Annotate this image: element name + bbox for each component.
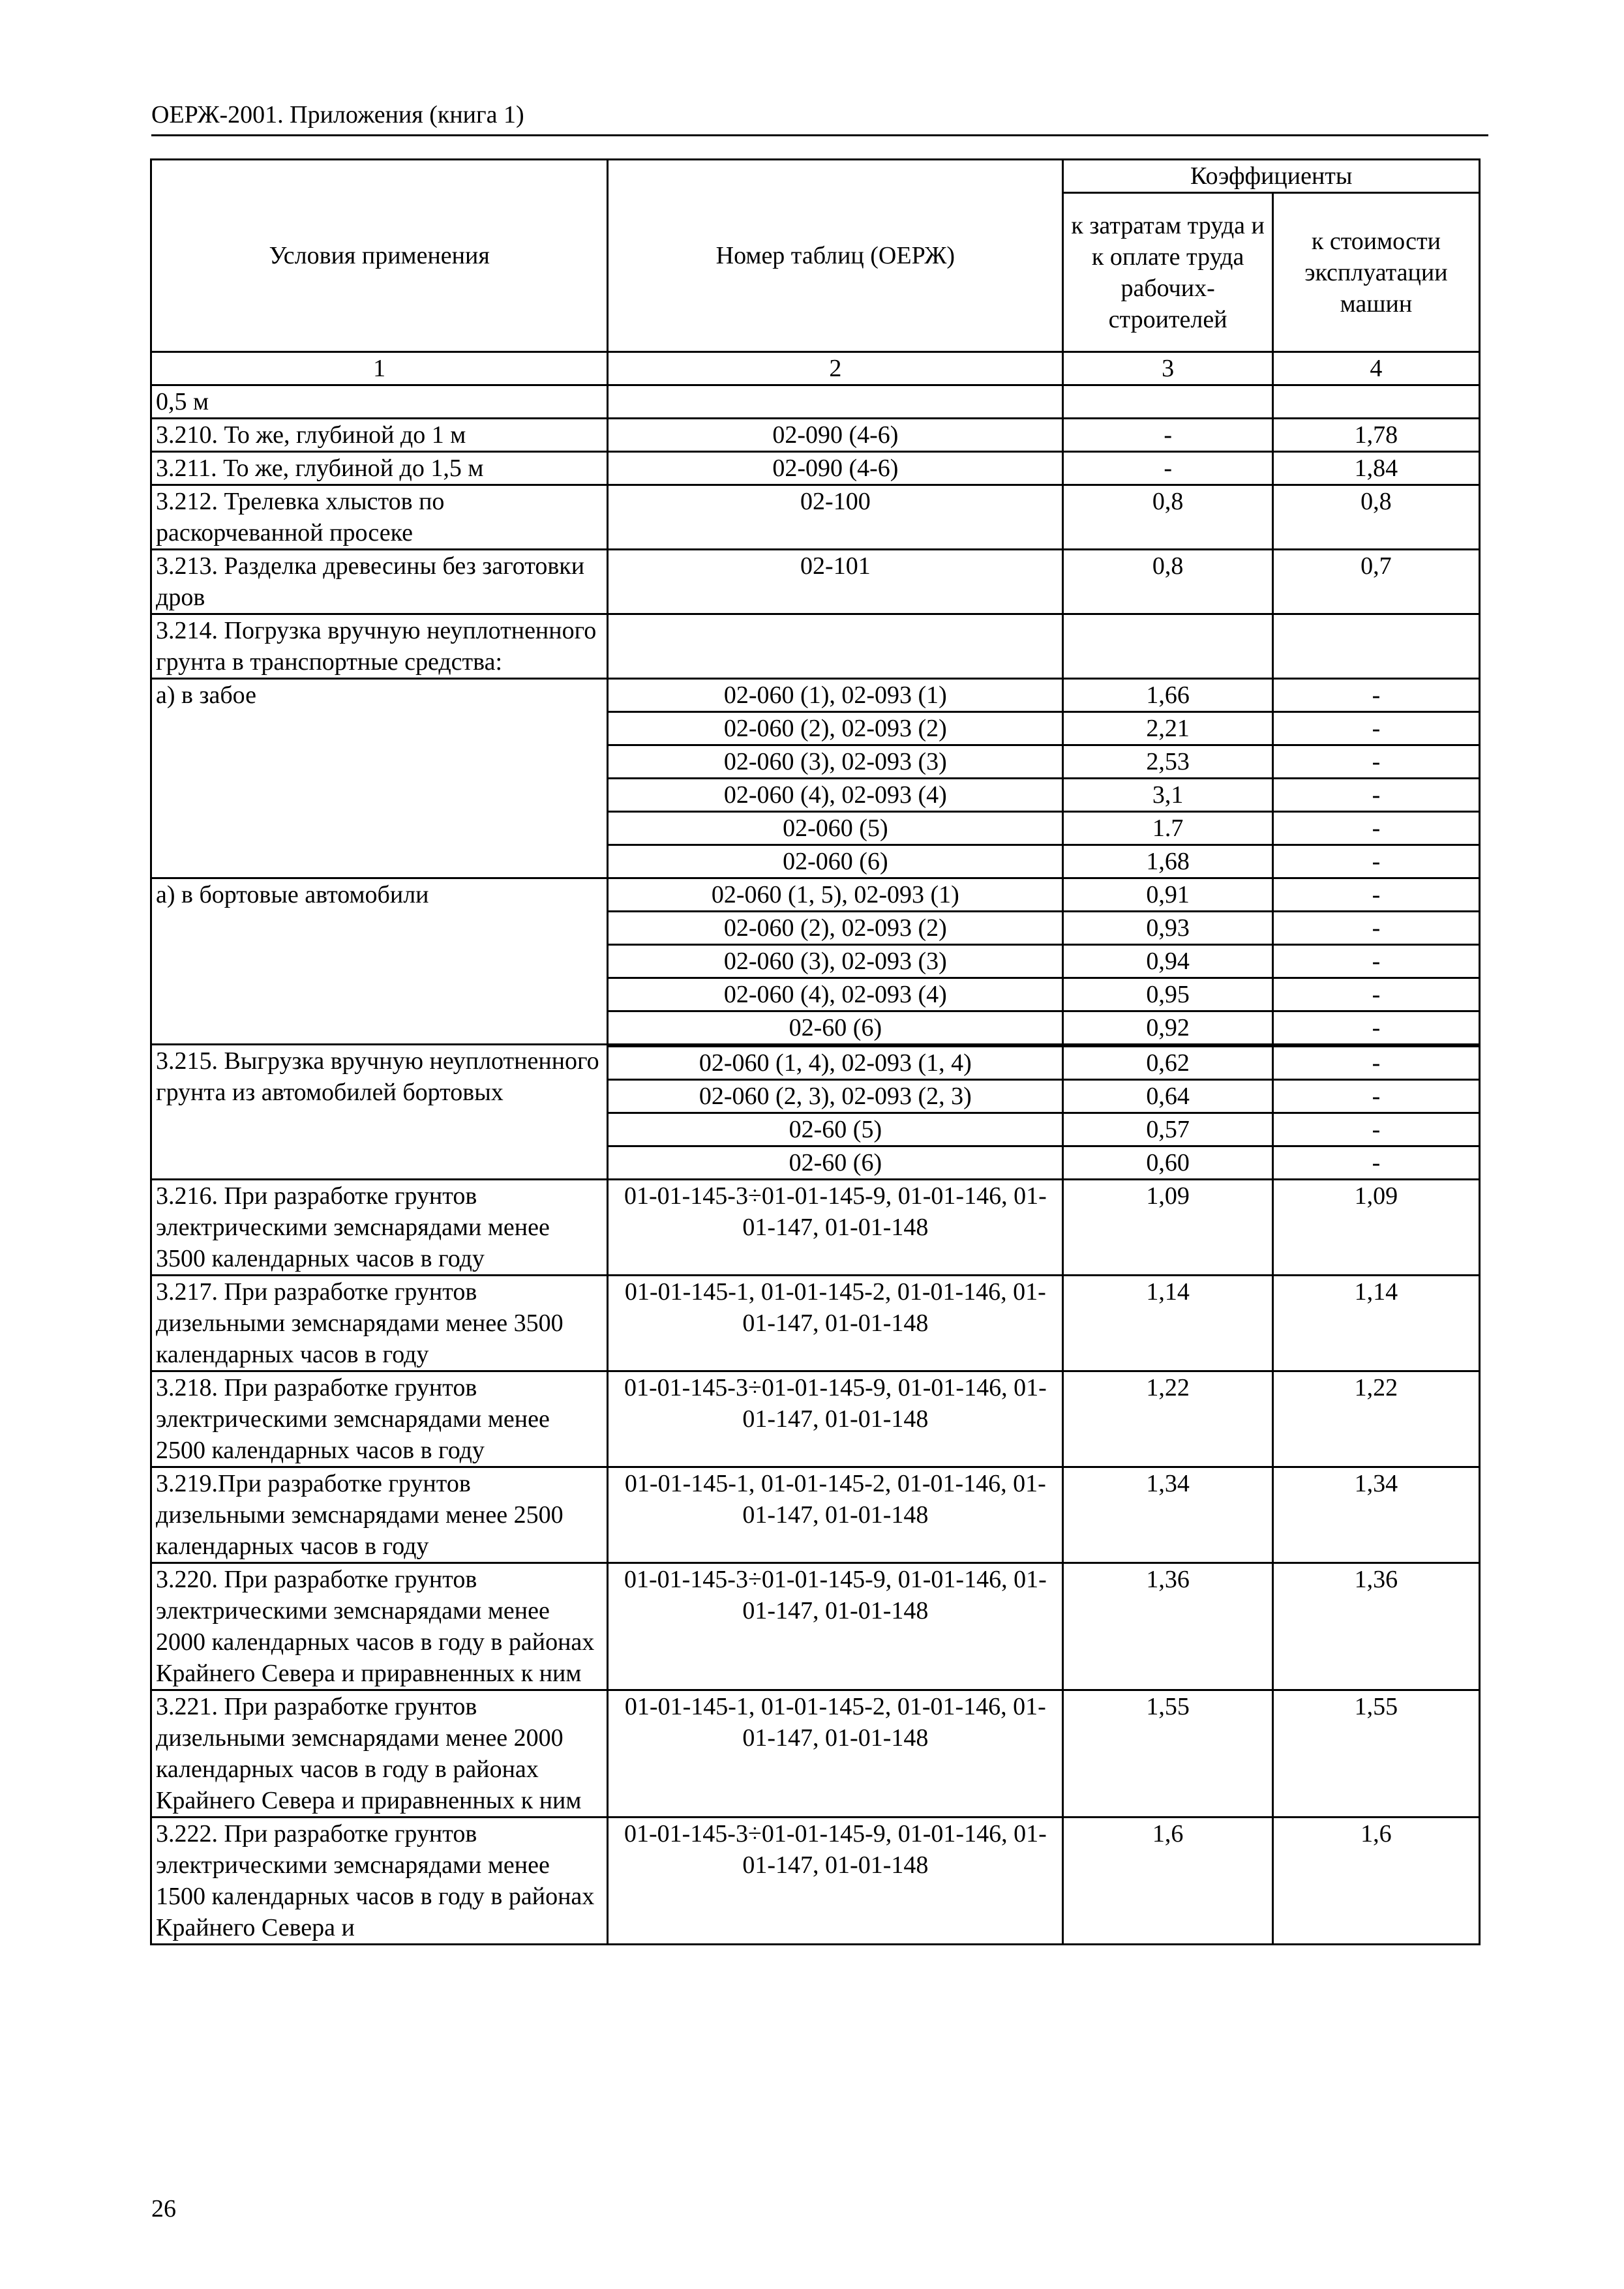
cell-coef-machines: - [1272, 679, 1479, 712]
cell-condition: 3.213. Разделка древесины без заготовки дров [151, 550, 608, 614]
cell-table-number: 02-090 (4-6) [608, 419, 1063, 452]
cell-coef-machines: 1,09 [1272, 1180, 1479, 1276]
page-number: 26 [151, 2195, 176, 2222]
cell-condition: 3.217. При разработке грунтов дизельными земснарядами менее 3500 календарных часов в году [151, 1276, 608, 1371]
cell-coef-labor: 0,95 [1063, 978, 1272, 1011]
cell-coef-machines: - [1272, 1047, 1479, 1080]
cell-table-number: 01-01-145-1, 01-01-145-2, 01-01-146, 01-01-147, 01-01-148 [608, 1690, 1063, 1818]
cell-table-number: 02-060 (3), 02-093 (3) [608, 945, 1063, 978]
table-row [151, 614, 1480, 679]
cell-coef-machines: 1,22 [1272, 1371, 1479, 1467]
cell-table-number: 01-01-145-3÷01-01-145-9, 01-01-146, 01-01-147, 01-01-148 [608, 1818, 1063, 1945]
cell-coef-machines: 1,14 [1272, 1276, 1479, 1371]
cell-coef-machines: - [1272, 745, 1479, 779]
cell-coef-machines: - [1272, 712, 1479, 745]
table-row [151, 1371, 1480, 1467]
cell-condition: 3.212. Трелевка хлыстов по раскорчеванной просеке [151, 485, 608, 550]
cell-coef-machines: 0,8 [1272, 485, 1479, 550]
cell-table-number: 02-60 (6) [608, 1011, 1063, 1045]
cell-coef-labor: 0,94 [1063, 945, 1272, 978]
cell-condition: 3.222. При разработке грунтов электрическими земснарядами менее 1500 календарных часов в году в районах Крайнего Севера и [151, 1818, 608, 1945]
cell-coef-labor: 1.7 [1063, 812, 1272, 845]
cell-coef-labor: 3,1 [1063, 779, 1272, 812]
cell-condition: 3.215. Выгрузка вручную неуплотненного грунта из автомобилей бортовых [151, 1045, 608, 1180]
cell-condition: 3.219.При разработке грунтов дизельными земснарядами менее 2500 календарных часов в году [151, 1467, 608, 1563]
cell-table-number: 02-060 (1), 02-093 (1) [608, 679, 1063, 712]
col-header-table-number: Номер таблиц (ОЕРЖ) [608, 160, 1063, 352]
cell-coef-labor: 0,92 [1063, 1011, 1272, 1045]
table-row [151, 679, 1480, 712]
cell-coef-machines: - [1272, 945, 1479, 978]
cell-coef-labor: 2,21 [1063, 712, 1272, 745]
cell-coef-machines: 1,34 [1272, 1467, 1479, 1563]
cell-condition: а) в забое [151, 679, 608, 878]
cell-coef-labor: 1,09 [1063, 1180, 1272, 1276]
cell-table-number: 02-060 (2, 3), 02-093 (2, 3) [608, 1080, 1063, 1113]
cell-table-number: 02-060 (4), 02-093 (4) [608, 779, 1063, 812]
col-header-conditions: Условия применения [151, 160, 608, 352]
cell-table-number: 02-060 (3), 02-093 (3) [608, 745, 1063, 779]
cell-coef-machines: 1,84 [1272, 452, 1479, 485]
cell-condition: 3.214. Погрузка вручную неуплотненного грунта в транспортные средства: [151, 614, 608, 679]
cell-condition: 0,5 м [151, 385, 608, 419]
cell-coef-labor: 1,55 [1063, 1690, 1272, 1818]
cell-table-number [608, 614, 1063, 679]
cell-table-number: 02-60 (5) [608, 1113, 1063, 1146]
cell-table-number [608, 385, 1063, 419]
table-row [151, 1180, 1480, 1276]
column-number-row [151, 352, 1480, 385]
cell-coef-machines: - [1272, 1146, 1479, 1180]
cell-coef-labor: 1,22 [1063, 1371, 1272, 1467]
cell-coef-machines: 1,78 [1272, 419, 1479, 452]
cell-coef-labor: 0,8 [1063, 550, 1272, 614]
cell-coef-machines: 1,55 [1272, 1690, 1479, 1818]
cell-table-number: 02-60 (6) [608, 1146, 1063, 1180]
cell-coef-labor: 0,62 [1063, 1047, 1272, 1080]
cell-coef-machines [1272, 385, 1479, 419]
cell-condition: 3.210. То же, глубиной до 1 м [151, 419, 608, 452]
cell-coef-labor: 0,64 [1063, 1080, 1272, 1113]
cell-table-number: 02-060 (4), 02-093 (4) [608, 978, 1063, 1011]
cell-coef-machines: - [1272, 1113, 1479, 1146]
cell-coef-machines: - [1272, 779, 1479, 812]
cell-coef-labor: 0,60 [1063, 1146, 1272, 1180]
cell-coef-labor: 2,53 [1063, 745, 1272, 779]
cell-coef-machines: 1,36 [1272, 1563, 1479, 1690]
table-row [151, 550, 1480, 614]
column-number: 3 [1063, 352, 1272, 385]
cell-coef-labor: 0,57 [1063, 1113, 1272, 1146]
cell-coef-labor: 1,6 [1063, 1818, 1272, 1945]
coefficients-table [150, 158, 1481, 1945]
cell-table-number: 02-100 [608, 485, 1063, 550]
table-row [151, 485, 1480, 550]
cell-coef-machines: 0,7 [1272, 550, 1479, 614]
column-number: 1 [151, 352, 608, 385]
table-row [151, 1563, 1480, 1690]
cell-coef-labor: 0,93 [1063, 912, 1272, 945]
col-header-machines: к стоимости эксплуатации машин [1272, 193, 1479, 352]
cell-coef-machines: - [1272, 812, 1479, 845]
cell-coef-machines: - [1272, 1080, 1479, 1113]
cell-table-number: 02-060 (2), 02-093 (2) [608, 712, 1063, 745]
cell-condition: а) в бортовые автомобили [151, 878, 608, 1045]
table-row [151, 878, 1480, 912]
column-number: 2 [608, 352, 1063, 385]
cell-coef-machines: 1,6 [1272, 1818, 1479, 1945]
cell-coef-machines: - [1272, 845, 1479, 878]
table-row [151, 1818, 1480, 1945]
cell-coef-labor [1063, 614, 1272, 679]
cell-table-number: 02-060 (2), 02-093 (2) [608, 912, 1063, 945]
cell-coef-labor: 0,91 [1063, 878, 1272, 912]
table-body [151, 385, 1480, 1945]
cell-table-number: 02-101 [608, 550, 1063, 614]
table-head [151, 160, 1480, 385]
cell-table-number: 01-01-145-1, 01-01-145-2, 01-01-146, 01-01-147, 01-01-148 [608, 1467, 1063, 1563]
table-row [151, 452, 1480, 485]
cell-table-number: 01-01-145-1, 01-01-145-2, 01-01-146, 01-01-147, 01-01-148 [608, 1276, 1063, 1371]
cell-coef-labor: 1,14 [1063, 1276, 1272, 1371]
cell-condition: 3.211. То же, глубиной до 1,5 м [151, 452, 608, 485]
cell-coef-labor: 1,36 [1063, 1563, 1272, 1690]
cell-condition: 3.216. При разработке грунтов электрическими земснарядами менее 3500 календарных часов в году [151, 1180, 608, 1276]
cell-condition: 3.220. При разработке грунтов электрическими земснарядами менее 2000 календарных часов в году в районах Крайнего Севера и приравненных к ним [151, 1563, 608, 1690]
cell-coef-labor: 1,34 [1063, 1467, 1272, 1563]
table-row [151, 385, 1480, 419]
cell-condition: 3.218. При разработке грунтов электрическими земснарядами менее 2500 календарных часов в году [151, 1371, 608, 1467]
table-row [151, 1276, 1480, 1371]
cell-coef-machines: - [1272, 878, 1479, 912]
cell-coef-machines [1272, 614, 1479, 679]
cell-table-number: 02-060 (5) [608, 812, 1063, 845]
cell-table-number: 02-090 (4-6) [608, 452, 1063, 485]
cell-table-number: 01-01-145-3÷01-01-145-9, 01-01-146, 01-01-147, 01-01-148 [608, 1371, 1063, 1467]
col-header-coefficients: Коэффициенты [1063, 160, 1480, 193]
table-row [151, 1467, 1480, 1563]
cell-coef-machines: - [1272, 912, 1479, 945]
cell-condition: 3.221. При разработке грунтов дизельными земснарядами менее 2000 календарных часов в году в районах Крайнего Севера и приравненных к ним [151, 1690, 608, 1818]
column-number: 4 [1272, 352, 1479, 385]
table-row [151, 419, 1480, 452]
cell-table-number: 02-060 (1, 5), 02-093 (1) [608, 878, 1063, 912]
cell-table-number: 01-01-145-3÷01-01-145-9, 01-01-146, 01-01-147, 01-01-148 [608, 1563, 1063, 1690]
cell-table-number: 01-01-145-3÷01-01-145-9, 01-01-146, 01-01-147, 01-01-148 [608, 1180, 1063, 1276]
cell-coef-labor: 1,66 [1063, 679, 1272, 712]
cell-coef-labor: 1,68 [1063, 845, 1272, 878]
cell-coef-machines: - [1272, 978, 1479, 1011]
cell-coef-machines: - [1272, 1011, 1479, 1045]
table-row [151, 1690, 1480, 1818]
cell-coef-labor [1063, 385, 1272, 419]
cell-table-number: 02-060 (1, 4), 02-093 (1, 4) [608, 1047, 1063, 1080]
cell-table-number: 02-060 (6) [608, 845, 1063, 878]
cell-coef-labor: - [1063, 419, 1272, 452]
cell-coef-labor: 0,8 [1063, 485, 1272, 550]
cell-coef-labor: - [1063, 452, 1272, 485]
running-header: ОЕРЖ-2001. Приложения (книга 1) [151, 97, 1488, 136]
col-header-labor: к затратам труда и к оплате труда рабочих-строителей [1063, 193, 1272, 352]
